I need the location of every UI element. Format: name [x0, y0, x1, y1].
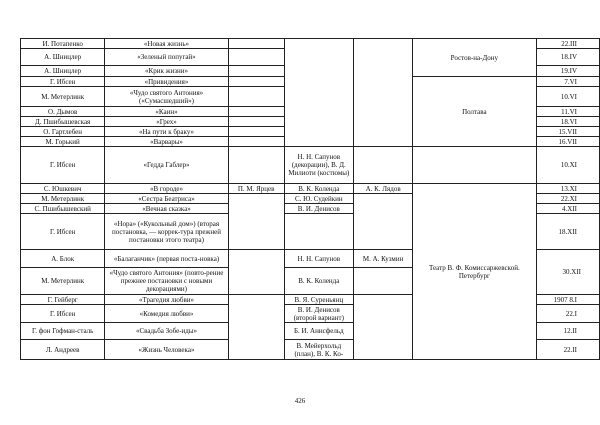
date-cell: 13.XI: [536, 184, 600, 194]
director-cell: [228, 77, 284, 87]
play-title-cell: «Каин»: [105, 107, 228, 117]
director-cell: [228, 117, 284, 127]
director-cell: [228, 194, 284, 250]
composer-cell: [354, 268, 413, 295]
date-cell: 10.XI: [536, 147, 600, 184]
play-title-cell: «В городе»: [105, 184, 228, 194]
author-cell: М. Метерлинк: [21, 87, 105, 107]
author-cell: О. Дымов: [21, 107, 105, 117]
play-title-cell: «Грех»: [105, 117, 228, 127]
date-cell: 12.II: [536, 323, 600, 340]
page-number: 426: [294, 397, 306, 405]
director-cell: [228, 127, 284, 137]
director-cell: [228, 87, 284, 107]
designer-cell: В. К. Коленда: [284, 184, 353, 194]
date-cell: 10.VI: [536, 87, 600, 107]
author-cell: Д. Пшибышевская: [21, 117, 105, 127]
play-title-cell: «Варвары»: [105, 137, 228, 147]
play-title-cell: «На пути к браку»: [105, 127, 228, 137]
director-cell: [228, 137, 284, 147]
date-cell: 18.XII: [536, 214, 600, 250]
author-cell: Г. Ибсен: [21, 214, 105, 250]
date-cell: 19.IV: [536, 66, 600, 77]
date-cell: 30.XII: [536, 250, 600, 295]
play-title-cell: «Зеленый попугай»: [105, 49, 228, 66]
author-cell: С. Пшибышевский: [21, 204, 105, 214]
play-title-cell: «Вечная сказка»: [105, 204, 228, 214]
author-cell: Г. Ибсен: [21, 77, 105, 87]
play-title-cell: «Жизнь Человека»: [105, 340, 228, 360]
table-row: [21, 39, 600, 49]
play-title-cell: «Чудо святого Антония» (повто-рение прежнее постановки с новыми декорациями): [105, 268, 228, 295]
designer-cell: В. Я. Суреньянц: [284, 295, 353, 305]
author-cell: М. Метерлинк: [21, 194, 105, 204]
date-cell: 22.III: [536, 39, 600, 49]
table-row: [21, 184, 600, 194]
date-cell: 15.VII: [536, 127, 600, 137]
date-cell: 22.I: [536, 305, 600, 323]
designer-cell: В. И. Денисов (второй вариант): [284, 305, 353, 323]
play-title-cell: «Новая жизнь»: [105, 39, 228, 49]
director-cell: [228, 107, 284, 117]
author-cell: Г. Ибсен: [21, 305, 105, 323]
play-title-cell: «Комедия любви»: [105, 305, 228, 323]
composer-cell: А. К. Лядов: [354, 184, 413, 194]
designer-cell: Б. И. Анисфельд: [284, 323, 353, 340]
director-cell: [228, 250, 284, 295]
location-cell: [413, 147, 536, 184]
play-title-cell: «Трагедия любви»: [105, 295, 228, 305]
play-title-cell: «Гедда Габлер»: [105, 147, 228, 184]
author-cell: Г. Ибсен: [21, 147, 105, 184]
director-cell: [228, 66, 284, 77]
designer-cell: [284, 39, 353, 147]
author-cell: А. Блок: [21, 250, 105, 268]
composer-cell: [354, 39, 413, 147]
date-cell: 4.XII: [536, 204, 600, 214]
composer-cell: [354, 194, 413, 250]
author-cell: А. Шницлер: [21, 66, 105, 77]
composer-cell: [354, 295, 413, 360]
author-cell: С. Юшкевич: [21, 184, 105, 194]
date-cell: 22.XI: [536, 194, 600, 204]
designer-cell: В. К. Коленда: [284, 268, 353, 295]
table-row: [21, 147, 600, 184]
director-cell: [228, 147, 284, 184]
date-cell: 11.VI: [536, 107, 600, 117]
designer-cell: С. Ю. Судейкин: [284, 194, 353, 204]
composer-cell: М. А. Кузмин: [354, 250, 413, 268]
designer-cell: В. И. Денисов: [284, 204, 353, 214]
play-title-cell: «Балаганчик» (первая поста-новка): [105, 250, 228, 268]
play-title-cell: «Нора» («Кукольный дом») (вторая постановка, — коррек-тура прежней постановки этого театра): [105, 214, 228, 250]
date-cell: 7.VI: [536, 77, 600, 87]
location-cell: Полтава: [413, 77, 536, 147]
play-title-cell: «Чудо святого Антония» («Сумасшедший»): [105, 87, 228, 107]
director-cell: П. М. Ярцев: [228, 184, 284, 194]
designer-cell: Н. Н. Сапунов: [284, 250, 353, 268]
composer-cell: [354, 147, 413, 184]
author-cell: Г. фон Гофман-сталь: [21, 323, 105, 340]
play-title-cell: «Привидения»: [105, 77, 228, 87]
designer-cell: [284, 214, 353, 250]
author-cell: М. Метерлинк: [21, 268, 105, 295]
designer-cell: Н. Н. Сапунов (декорации), В. Д. Милиоти (костюмы): [284, 147, 353, 184]
author-cell: Г. Гейберг: [21, 295, 105, 305]
play-title-cell: «Крик жизни»: [105, 66, 228, 77]
date-cell: 1907 8.I: [536, 295, 600, 305]
author-cell: Л. Андреев: [21, 340, 105, 360]
director-cell: [228, 49, 284, 66]
director-cell: [228, 39, 284, 49]
date-cell: 18.IV: [536, 49, 600, 66]
author-cell: О. Гартлебен: [21, 127, 105, 137]
location-cell: Ростов-на-Дону: [413, 39, 536, 77]
author-cell: И. Потапенко: [21, 39, 105, 49]
author-cell: М. Горький: [21, 137, 105, 147]
play-title-cell: «Свадьба Зобе-иды»: [105, 323, 228, 340]
director-cell: [228, 295, 284, 360]
date-cell: 18.VI: [536, 117, 600, 127]
author-cell: А. Шницлер: [21, 49, 105, 66]
repertoire-table: [20, 38, 600, 360]
date-cell: 22.II: [536, 340, 600, 360]
date-cell: 16.VII: [536, 137, 600, 147]
play-title-cell: «Сестра Беатриса»: [105, 194, 228, 204]
designer-cell: В. Мейерхольд (план), В. К. Ко-: [284, 340, 353, 360]
location-cell: Театр В. Ф. Комиссаржевской. Петербург: [413, 184, 536, 360]
